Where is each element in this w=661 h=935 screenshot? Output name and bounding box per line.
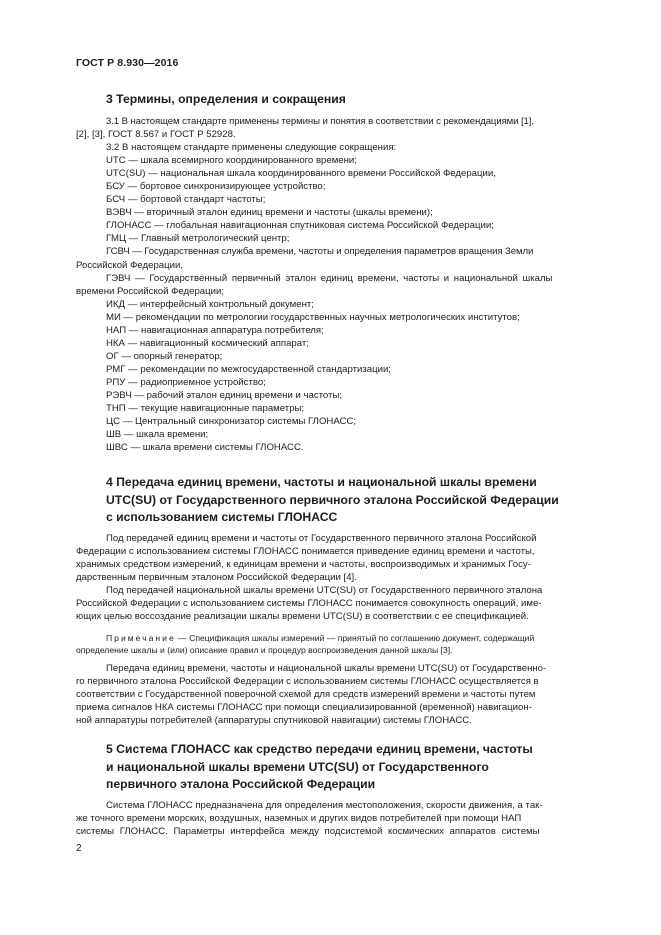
abbr-item: ШВ — шкала времени; — [106, 429, 209, 441]
abbr-item: UTC(SU) — национальная шкала координированного времени Российской Федерации, — [106, 168, 496, 180]
abbr-gevch-line2: времени Российской Федерации; — [76, 285, 225, 297]
abbr-item: НКА — навигационный космический аппарат; — [106, 337, 309, 349]
abbr-item: ТНП — текущие навигационные параметры; — [106, 403, 305, 415]
abbr-item: НАП — навигационная аппаратура потребителя; — [106, 324, 324, 336]
s3-p2: 3.2 В настоящем стандарте применены следующие сокращения: — [106, 142, 397, 154]
section-5-text — [76, 799, 614, 838]
s5-p1-line: Система ГЛОНАСС предназначена для определения местоположения, скорости движения, а так- — [106, 800, 543, 811]
s4-p3-line: Передача единиц времени, частоты и национальной шкалы времени UTC(SU) от Государственно- — [106, 663, 547, 674]
page-number: 2 — [76, 843, 82, 854]
s4-p2-line: Под передачей национальной шкалы времени UTC(SU) от Государственного первичного эталона — [106, 585, 543, 597]
s4-p3-line: соответствии с Государственной поверочной схемой для средств измерений времени и частоты путем — [76, 689, 536, 701]
s4-p3-line: приема сигналов НКА системы ГЛОНАСС при помощи специализированной (временной) навигацион- — [76, 702, 532, 714]
s5-heading-line3: первичного эталона Российской Федерации — [106, 777, 376, 791]
s4-heading-line3: с использованием системы ГЛОНАСС — [106, 510, 338, 524]
section-3-heading: 3 Термины, определения и сокращения — [106, 92, 346, 106]
s4-heading-line2: UTC(SU) от Государственного первичного эталона Российской Федерации — [106, 492, 559, 507]
section-3-text — [76, 115, 614, 454]
abbr-gevch-line1: ГЭВЧ — Государственный первичный эталон единиц времени, частоты и национальной шкалы — [106, 272, 553, 284]
abbr-item: БСЧ — бортовой стандарт частоты; — [106, 194, 266, 206]
s5-heading-line1: 5 Система ГЛОНАСС как средство передачи единиц времени, частоты — [106, 742, 533, 756]
s3-p1-line1: 3.1 В настоящем стандарте применены термины и понятия в соответствии с рекомендациями [1], — [106, 116, 534, 127]
note-text-line2: определение шкалы и (или) описание правил и процедур воспроизведения данной шкалы [3]. — [76, 645, 453, 656]
s4-p3-line: го первичного эталона Российской Федерации с использованием системы ГЛОНАСС осуществляется в — [76, 676, 539, 688]
abbr-gsvch-line2: Российской Федерации, — [76, 259, 183, 271]
s4-p1-line: Под передачей единиц времени и частоты от Государственного первичного эталона Российской — [106, 533, 537, 544]
abbr-item: ОГ — опорный генератор; — [106, 350, 223, 362]
s4-p1-line: Федерации с использованием системы ГЛОНАСС понимается приведение единиц времени и частоты, — [76, 546, 535, 558]
abbr-item: БСУ — бортовое синхронизирующее устройство; — [106, 181, 326, 193]
abbr-item: РМГ — рекомендации по межгосударственной стандартизации; — [106, 363, 391, 375]
s4-p3-line: ной аппаратуры потребителей (аппаратуры спутниковой навигации) системы ГЛОНАСС. — [76, 715, 472, 727]
s4-p1-line: дарственным первичным эталоном Российской Федерации [4]. — [76, 572, 357, 584]
abbr-item: UTC — шкала всемирного координированного времени; — [106, 155, 357, 167]
abbr-item: ГМЦ — Главный метрологический центр; — [106, 233, 290, 245]
s4-note — [76, 632, 614, 656]
abbr-item: ЦС — Центральный синхронизатор системы ГЛОНАСС; — [106, 416, 357, 428]
abbr-item: ГЛОНАСС — глобальная навигационная спутниковая система Российской Федерации; — [106, 220, 494, 232]
abbr-item: РПУ — радиоприемное устройство; — [106, 376, 266, 388]
s4-heading-line1: 4 Передача единиц времени, частоты и национальной шкалы времени — [106, 475, 537, 489]
s5-heading-line2: и национальной шкалы времени UTC(SU) от Государственного — [106, 759, 489, 774]
note-text-line1: — Спецификация шкалы измерений — принятый по соглашению документ, содержащий — [175, 633, 535, 643]
section-4-text — [76, 532, 614, 623]
abbr-gsvch-line1: ГСВЧ — Государственная служба времени, частоты и определения параметров вращения Земли — [106, 246, 534, 258]
abbr-item: МИ — рекомендации по метрологии государственных научных метрологических институтов; — [106, 311, 520, 323]
note-label: Примечание — [106, 633, 176, 643]
s3-p1-line2: [2], [3], ГОСТ 8.567 и ГОСТ Р 52928. — [76, 129, 236, 141]
document-header: ГОСТ Р 8.930—2016 — [76, 57, 179, 69]
s4-p2-line: ющих целью воссоздание реализации шкалы времени UTC(SU) в соответствии с ее спецификацией. — [76, 611, 529, 623]
abbr-item: ШВС — шкала времени системы ГЛОНАСС. — [106, 442, 304, 454]
abbr-item: РЭВЧ — рабочий эталон единиц времени и частоты; — [106, 389, 343, 401]
s4-p2-line: Российской Федерации с использованием системы ГЛОНАСС понимается совокупность операций, име- — [76, 598, 542, 610]
s5-p1-line: системы ГЛОНАСС. Параметры интерфейса между подсистемой космических аппаратов системы — [76, 826, 540, 838]
abbr-item: ИКД — интерфейсный контрольный документ; — [106, 298, 314, 310]
s4-p1-line: хранимых средством измерений, к единицам времени и частоты, воспроизводимых и хранимых Госу- — [76, 559, 531, 571]
section-5-heading — [106, 741, 533, 794]
s5-p1-line: же точного времени морских, воздушных, наземных и других видов потребителей при помощи НАП — [76, 813, 522, 825]
section-4-heading — [106, 474, 559, 527]
abbr-item: ВЭВЧ — вторичный эталон единиц времени и частоты (шкалы времени); — [106, 207, 433, 219]
s4-p3 — [76, 662, 614, 727]
